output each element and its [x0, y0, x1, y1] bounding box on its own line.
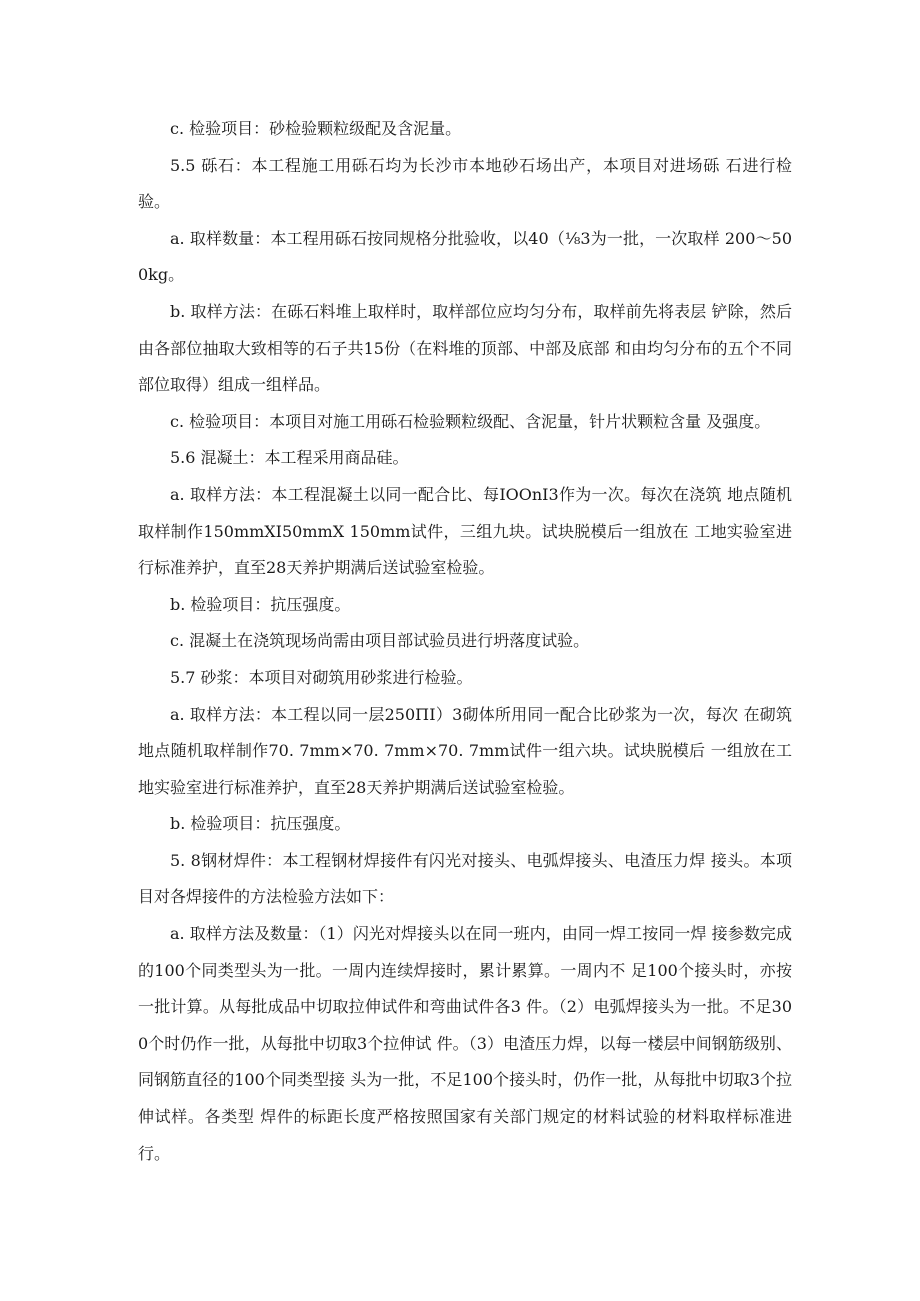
paragraph-steel-weld-sampling: a. 取样方法及数量：（1）闪光对焊接头以在同一班内，由同一焊工按同一焊 接参数完成的100个同类型头为一批。一周内连续焊接时，累计累算。一周内不 足100个接头时，亦按一批计算。从每批成品中切取拉伸试件和弯曲试件各3 件。（2）电弧焊接头为一批。不足300个时仍作一批，从每批中切取3个拉伸试 件。（3）电渣压力焊，以每一楼层中间钢筋级别、同钢筋直径的100个同类型接 头为一批，不足100个接头时，仍作一批，从每批中切取3个拉伸试样。各类型 焊件的标距长度严格按照国家有关部门规定的材料试验的材料取样标准进行。 [138, 924, 792, 1163]
paragraph-sand-inspection-items: c. 检验项目：砂检验颗粒级配及含泥量。 [170, 119, 462, 138]
paragraph-steel-weld-heading: 5. 8钢材焊件：本工程钢材焊接件有闪光对接头、电弧焊接头、电渣压力焊 接头。本项目对各焊接件的方法检验方法如下： [138, 850, 792, 907]
paragraph-gravel-sampling-quantity: a. 取样数量：本工程用砾石按同规格分批验收，以40（⅛3为一批，一次取样 200～500kg。 [138, 228, 792, 285]
paragraph-concrete-sampling-method: a. 取样方法：本工程混凝土以同一配合比、每IOOnI3作为一次。每次在浇筑 地点随机取样制作150mmXI50mmX 150mm试件，三组九块。试块脱模后一组放在 工地实验室进行标准养护，直至28天养护期满后送试验室检验。 [138, 484, 792, 578]
paragraph-mortar-heading: 5.7 砂浆：本项目对砌筑用砂浆进行检验。 [170, 667, 473, 687]
paragraph-concrete-slump-test: c. 混凝土在浇筑现场尚需由项目部试验员进行坍落度试验。 [170, 631, 590, 651]
paragraph-concrete-inspection-items: b. 检验项目：抗压强度。 [170, 594, 351, 614]
paragraph-mortar-inspection-items: b. 检验项目：抗压强度。 [170, 814, 351, 834]
paragraph-concrete-heading: 5.6 混凝土：本工程采用商品硅。 [170, 448, 409, 468]
paragraph-gravel-heading: 5.5 砾石：本工程施工用砾石均为长沙市本地砂石场出产，本项目对进场砾 石进行检验。 [138, 155, 792, 212]
paragraph-gravel-inspection-items: c. 检验项目：本项目对施工用砾石检验颗粒级配、含泥量，针片状颗粒含量 及强度。 [170, 411, 771, 431]
paragraph-gravel-sampling-method: b. 取样方法：在砾石料堆上取样时，取样部位应均匀分布，取样前先将表层 铲除，然后由各部位抽取大致相等的石子共15份（在料堆的顶部、中部及底部 和由均匀分布的五个不同部位取得）组成一组样品。 [138, 301, 792, 395]
document-body [138, 111, 792, 1172]
paragraph-mortar-sampling-method: a. 取样方法：本工程以同一层250ΠⅠ）3砌体所用同一配合比砂浆为一次，每次 在砌筑地点随机取样制作70. 7mm×70. 7mm×70. 7mm试件一组六块。试块脱模后 一组放在工地实验室进行标准养护，直至28天养护期满后送试验室检验。 [138, 704, 792, 797]
